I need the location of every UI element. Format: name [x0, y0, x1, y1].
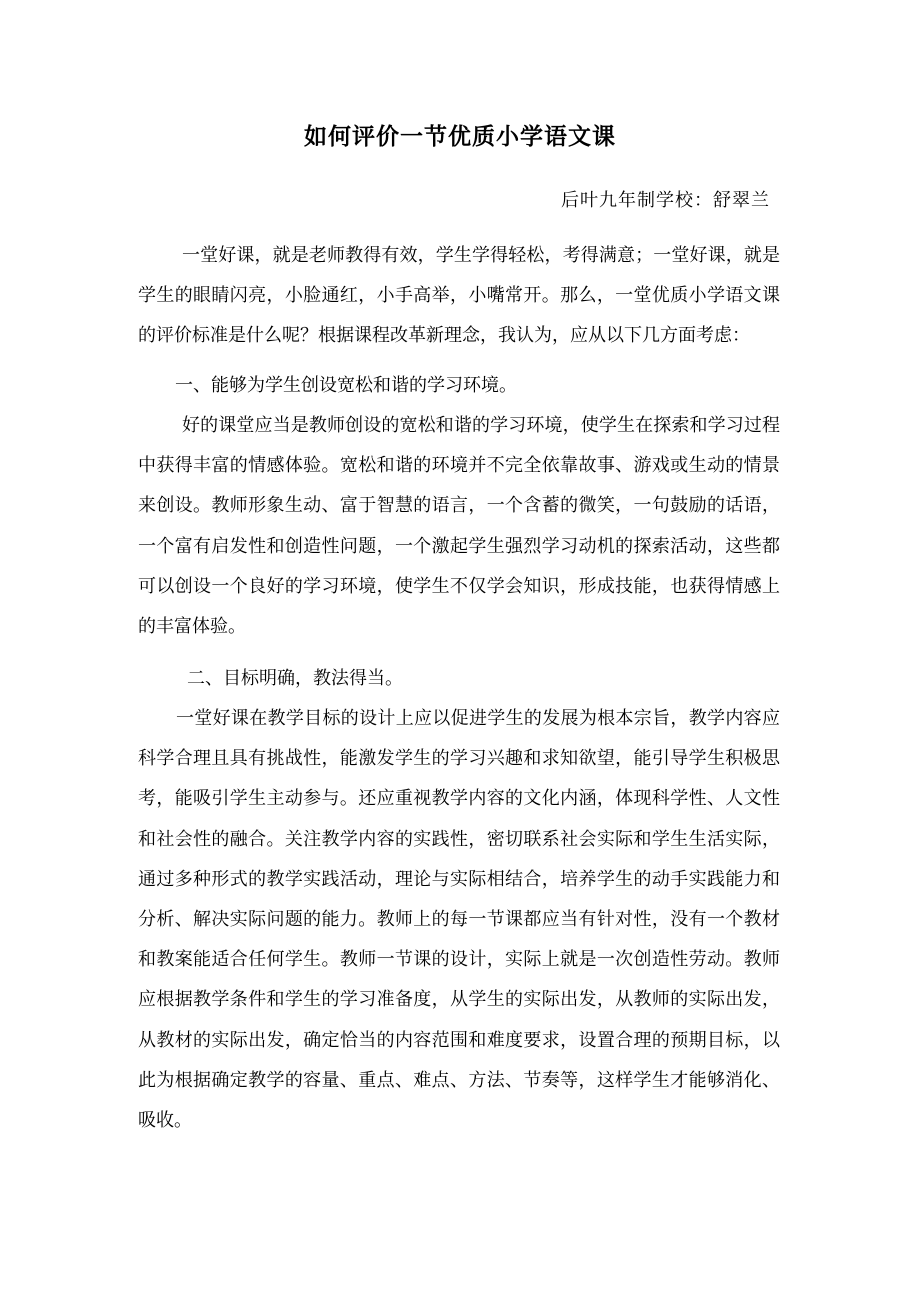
section-1-heading: 一、能够为学生创设宽松和谐的学习环境。: [175, 375, 517, 396]
section-2-paragraph: 一堂好课在教学目标的设计上应以促进学生的发展为根本宗旨，教学内容应科学合理且具有挑战性，能激发学生的学习兴趣和求知欲望，能引导学生积极思考，能吸引学生主动参与。还应重视教学内容的文化内涵，体现科学性、人文性和社会性的融合。关注教学内容的实践性，密切联系社会实际和学生生活实际，通过多种形式的教学实践活动，理论与实际相结合，培养学生的动手实践能力和分析、解决实际问题的能力。教师上的每一节课都应当有针对性，没有一个教材和教案能适合任何学生。教师一节课的设计，实际上就是一次创造性劳动。教师应根据教学条件和学生的学习准备度，从学生的实际出发，从教师的实际出发，从教材的实际出发，确定恰当的内容范围和难度要求，设置合理的预期目标，以此为根据确定教学的容量、重点、难点、方法、节奏等，这样学生才能够消化、吸收。: [138, 708, 780, 1132]
intro-paragraph: 一堂好课，就是老师教得有效，学生学得轻松，考得满意；一堂好课，就是学生的眼睛闪亮，小脸通红，小手高举，小嘴常开。那么，一堂优质小学语文课的评价标准是什么呢？根据课程改革新理念，我认为，应从以下几方面考虑：: [138, 245, 780, 347]
section-1-paragraph: 好的课堂应当是教师创设的宽松和谐的学习环境，使学生在探索和学习过程中获得丰富的情感体验。宽松和谐的环境并不完全依靠故事、游戏或生动的情景来创设。教师形象生动、富于智慧的语言，一个含蓄的微笑，一句鼓励的话语，一个富有启发性和创造性问题，一个激起学生强烈学习动机的探索活动，这些都可以创设一个良好的学习环境，使学生不仅学会知识，形成技能，也获得情感上的丰富体验。: [138, 415, 780, 638]
document-author: 后叶九年制学校：舒翠兰: [561, 190, 770, 211]
document-title: 如何评价一节优质小学语文课: [304, 124, 616, 150]
section-2-heading: 二、目标明确，教法得当。: [187, 668, 403, 689]
